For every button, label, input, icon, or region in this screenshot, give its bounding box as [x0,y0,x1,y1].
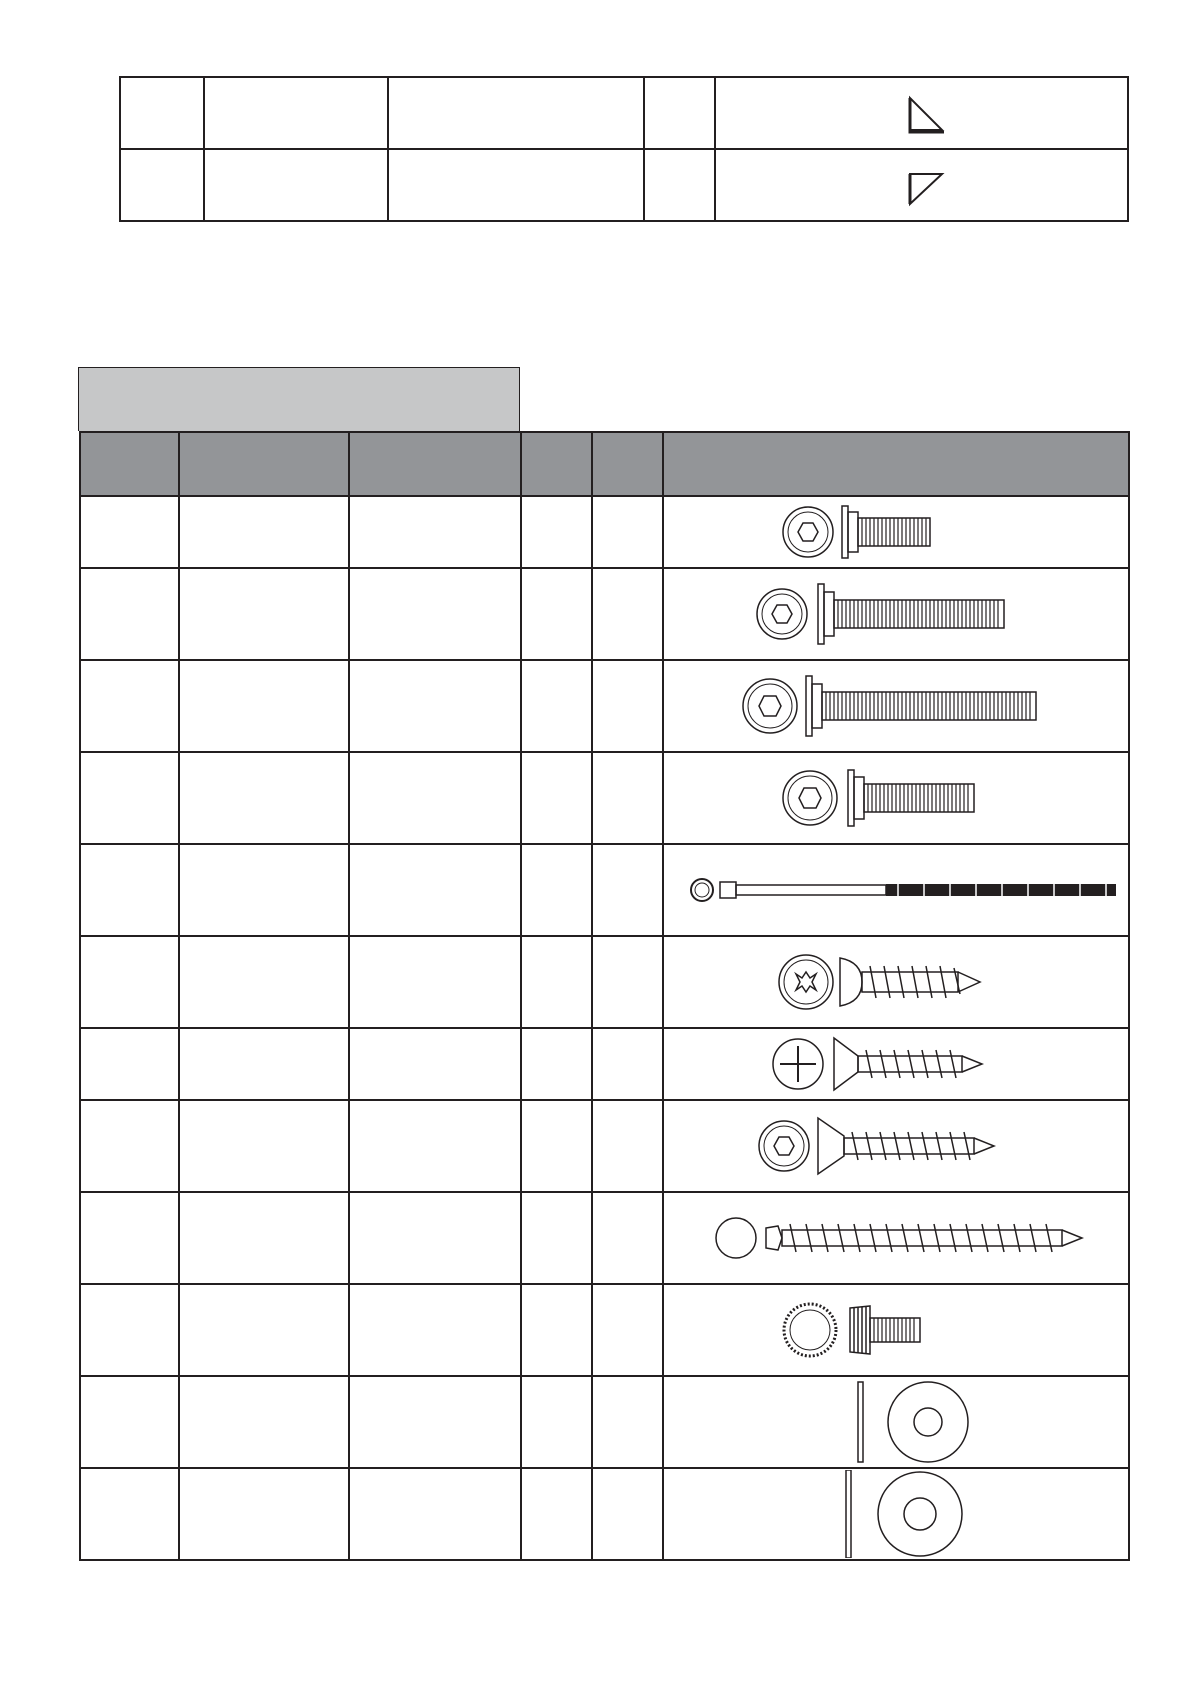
cell [349,496,521,568]
cell [592,1192,663,1284]
long-hex-rod-icon [666,850,1126,930]
header-cell [521,432,592,496]
cell [349,568,521,660]
parts-table [119,76,1129,222]
part-picture-cell [663,844,1129,936]
hex-socket-bolt-short-icon [676,498,1116,566]
table-row [120,149,1128,221]
hex-countersunk-wood-screw-icon [676,1106,1116,1186]
cell [80,1192,179,1284]
cell [179,1192,349,1284]
cell [349,1468,521,1560]
cell [179,752,349,844]
part-picture-cell [663,752,1129,844]
cell [349,1376,521,1468]
cell [592,752,663,844]
part-picture-cell [663,496,1129,568]
right-triangle-bracket-icon [892,88,952,138]
cell [80,936,179,1028]
cell [521,1100,592,1192]
part-picture-cell [715,77,1128,149]
table-row [80,1028,1129,1100]
hex-head-long-wood-screw-icon [676,1198,1116,1278]
header-cell [80,432,179,496]
flat-washer-large-icon [676,1470,1116,1558]
part-picture-cell [663,660,1129,752]
cell [521,660,592,752]
header-cell [349,432,521,496]
cell [120,149,204,221]
header-cell [592,432,663,496]
cell [80,752,179,844]
cell [204,149,388,221]
table-row [80,844,1129,936]
cell [592,1468,663,1560]
cell [179,936,349,1028]
knurled-thumb-screw-icon [676,1290,1116,1370]
inverted-triangle-bracket-icon [892,160,952,210]
cell [349,1100,521,1192]
cell [521,936,592,1028]
cell [592,1376,663,1468]
cell [80,1028,179,1100]
table-row [80,568,1129,660]
hex-socket-bolt-icon [676,758,1116,838]
hex-socket-bolt-long-icon [676,666,1116,746]
cell [592,1028,663,1100]
cell [80,1376,179,1468]
cell [521,1284,592,1376]
cell [179,1100,349,1192]
cell [388,77,644,149]
table-row [80,936,1129,1028]
cell [80,1468,179,1560]
cell [179,1284,349,1376]
cell [179,1468,349,1560]
cell [80,660,179,752]
cell [592,1100,663,1192]
hex-socket-bolt-medium-icon [676,574,1116,654]
cell [644,77,715,149]
cell [120,77,204,149]
part-picture-cell [663,1284,1129,1376]
cell [349,936,521,1028]
hardware-section-title [78,367,520,431]
cell [592,660,663,752]
cell [592,496,663,568]
cell [521,496,592,568]
cell [592,568,663,660]
cell [521,1192,592,1284]
cell [204,77,388,149]
cell [80,568,179,660]
cell [179,1376,349,1468]
cell [521,1468,592,1560]
cell [521,1028,592,1100]
part-picture-cell [663,1100,1129,1192]
table-row [80,1376,1129,1468]
table-row [80,1192,1129,1284]
table-row [120,77,1128,149]
header-cell [663,432,1129,496]
part-picture-cell [715,149,1128,221]
cell [349,1192,521,1284]
part-picture-cell [663,568,1129,660]
cell [592,844,663,936]
cell [179,1028,349,1100]
cell [349,1284,521,1376]
table-row [80,1284,1129,1376]
cell [388,149,644,221]
part-picture-cell [663,1376,1129,1468]
cell [80,496,179,568]
cell [80,1284,179,1376]
cell [349,1028,521,1100]
cell [179,844,349,936]
table-row [80,496,1129,568]
table-row [80,752,1129,844]
cell [592,936,663,1028]
cell [592,1284,663,1376]
cell [521,568,592,660]
cell [349,660,521,752]
part-picture-cell [663,1468,1129,1560]
table-row [80,660,1129,752]
phillips-countersunk-screw-icon [676,1030,1116,1098]
cell [179,496,349,568]
table-row [80,1468,1129,1560]
cell [349,752,521,844]
table-header-row [80,432,1129,496]
cell [644,149,715,221]
phillips-pan-head-screw-icon [676,942,1116,1022]
table-row [80,1100,1129,1192]
cell [349,844,521,936]
hardware-table [79,431,1130,1561]
part-picture-cell [663,1192,1129,1284]
part-picture-cell [663,1028,1129,1100]
part-picture-cell [663,936,1129,1028]
cell [80,844,179,936]
cell [521,752,592,844]
cell [179,660,349,752]
cell [521,1376,592,1468]
cell [179,568,349,660]
header-cell [179,432,349,496]
cell [521,844,592,936]
flat-washer-small-icon [676,1378,1116,1466]
cell [80,1100,179,1192]
